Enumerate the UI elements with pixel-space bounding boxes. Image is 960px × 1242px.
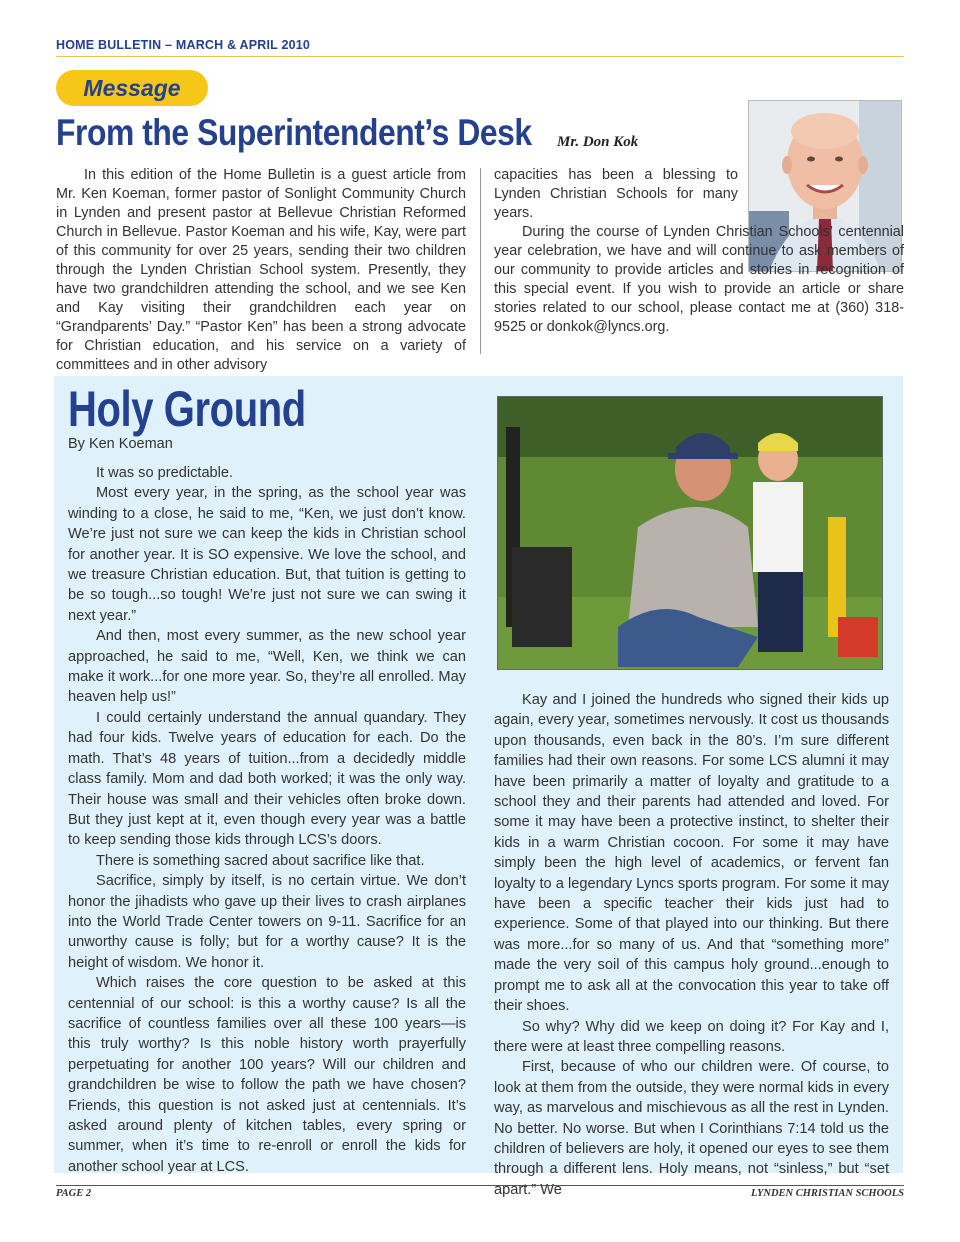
message-badge: Message (56, 70, 208, 106)
article-paragraph: There is something sacred about sacrifice like that. (96, 852, 425, 869)
article-left-column (68, 463, 466, 1177)
page-title: From the Superintendent’s Desk (56, 112, 532, 153)
column-divider (480, 168, 481, 354)
article-byline: By Ken Koeman (68, 436, 173, 452)
article-paragraph: Which raises the core question to be asked at this centennial of our school: is this a worthy cause? Is all the sacrifice of countless families over all these 100 years—is this truly worthy? Is this noble history worth prayerfully perpetuating for another 100 years? Will our children and grandchildren be wise to follow the path we have chosen? Friends, this question is not asked just at centennials. It’s asked around plenty of kitchen tables, every spring or summer, when it’s time to re-enroll or enroll the kids for another school year at LCS. (68, 975, 466, 1175)
footer-organization: LYNDEN CHRISTIAN SCHOOLS (750, 1188, 904, 1199)
article-paragraph: Sacrifice, simply by itself, is no certain virtue. We don’t honor the jihadists who gave up their lives to crash airplanes into the World Trade Center towers on 9-11. Sacrifice for an unworthy cause is folly; but for a worthy cause? It is the height of wisdom. We honor it. (68, 873, 466, 971)
grandfather-grandson-photo (497, 396, 883, 670)
article-paragraph: Kay and I joined the hundreds who signed their kids up again, every year, sometimes nervously. It cost us thousands upon thousands, even back in the 80’s. I’m sure different families had their own reasons. For some LCS alumni it may have been primarily a matter of loyalty and gratitude to a school they and their parents had attended and loved. For some it may have been a protective instinct, to shelter their kids in a warm Christian cocoon. For some it may have simply been the high level of academics, or fervent fan loyalty to a legendary Lyncs sports program. For some it may have been a specific teacher their kids just had to experience. Some of that played into our thinking. But there was more...for so many of us. And that “something more” made the very soil of this campus holy ground...enough to prompt me to ask all at the convocation this year to take off their shoes. (494, 692, 889, 1015)
article-paragraph: First, because of who our children were. Of course, to look at them from the outside, they were normal kids in every way, as marvelous and mischievous as all the rest in Lynden. No better. No worse. But when I Corinthians 7:14 told us the children of believers are holy, it opened our eyes to see them through a different lens. Holy means, not “sinless,” but “set apart.” We (494, 1059, 889, 1198)
intro-right-column (494, 166, 904, 337)
article-paragraph: I could certainly understand the annual quandary. They had four kids. Twelve years of education for each. Do the math. That’s 48 years of tuition...from a decidedly middle class family. Mom and dad both worked; it was the only way. Their house was small and their vehicles often broke down. But they just kept at it, even though every year was a battle to keep sending those kids through LCS’s doors. (68, 709, 466, 849)
intro-left-column (56, 166, 466, 375)
intro-paragraph: In this edition of the Home Bulletin is a guest article from Mr. Ken Koeman, former pastor of Sonlight Community Church in Lynden and present pastor at Bellevue Christian Reformed Church in Bellevue. Pastor Koeman and his wife, Kay, were part of this community for over 25 years, sending their two children through the Lynden Christian School system. Presently, they have two grandchildren attending the school, and we see Ken and Kay visiting their grandchildren each year on “Grandparents’ Day.” “Pastor Ken” has been a strong advocate for Christian education, and his service on a variety of committees and in other advisory (56, 167, 466, 373)
footer-divider (56, 1185, 904, 1186)
bulletin-header: HOME BULLETIN – MARCH & APRIL 2010 (56, 38, 311, 52)
page-number: PAGE 2 (56, 1188, 92, 1199)
article-paragraph: And then, most every summer, as the new school year approached, he said to me, “Well, Ken, we think we can make it work...for one more year. So, they’re all enrolled. May heaven help us!” (68, 628, 466, 706)
article-paragraph: So why? Why did we keep on doing it? For Kay and I, there were at least three compelling reasons. (494, 1018, 889, 1055)
author-name: Mr. Don Kok (557, 134, 639, 150)
intro-paragraph: During the course of Lynden Christian Schools’ centennial year celebration, we have and will continue to ask members of our community to provide articles and stories in recognition of this special event. If you wish to provide an article or share stories related to our school, please contact me at (360) 318-9525 or donkok@lyncs.org. (494, 224, 904, 335)
article-paragraph: Most every year, in the spring, as the school year was winding to a close, he said to me, “Ken, we just don’t know. We’re just not sure we can keep the kids in Christian school for another year. It is SO expensive. We love the school, and we treasure Christian education. But, that tuition is getting to be so tough...so tough! We’re just not sure we can swing it next year.” (68, 485, 466, 624)
intro-paragraph: capacities has been a blessing to Lynden Christian Schools for many years. (494, 167, 738, 221)
header-divider (56, 56, 904, 57)
article-title: Holy Ground (68, 381, 306, 437)
article-paragraph: It was so predictable. (96, 465, 234, 481)
article-right-column (494, 690, 889, 1200)
